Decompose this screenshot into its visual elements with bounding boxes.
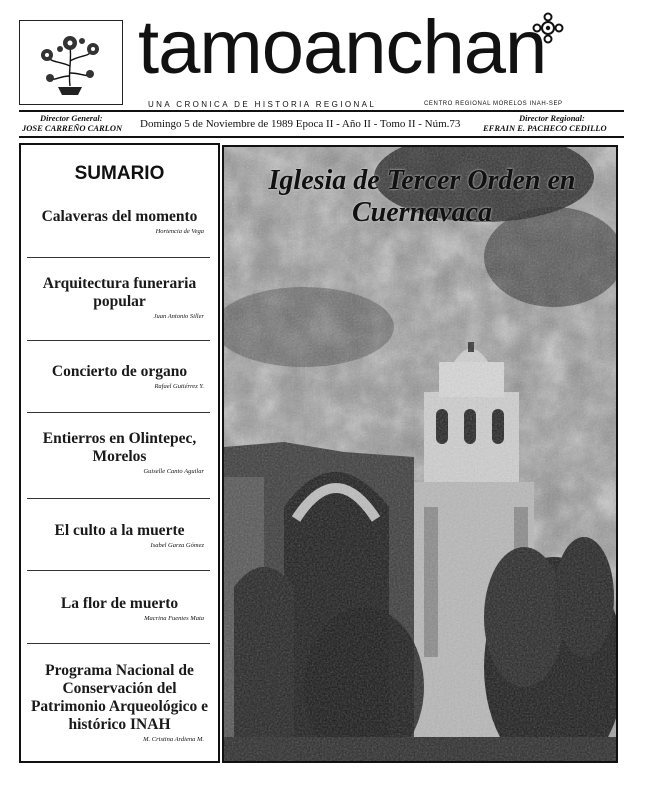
- masthead-title: tamoanchan: [138, 5, 547, 90]
- entry-title: Calaveras del momento: [41, 208, 198, 225]
- entry-author: Juan Antonio Siller: [153, 313, 204, 320]
- sumario-entry: [27, 595, 212, 622]
- entry-title: Entierros en Olintepec, Morelos: [42, 430, 197, 465]
- entry-author: Isabel Garza Gómez: [150, 542, 204, 549]
- logo-box: [19, 20, 123, 105]
- entry-title: Arquitectura funeraria popular: [42, 275, 197, 310]
- sumario-entry: [27, 662, 212, 743]
- director-general-name: JOSE CARREÑO CARLON: [22, 123, 123, 133]
- entry-author: M. Cristina Ardiena M.: [143, 736, 204, 743]
- flower-logo-icon: [20, 21, 121, 103]
- director-regional-name: EFRAIN E. PACHECO CEDILLO: [483, 123, 607, 133]
- cover-headline: Iglesia de Tercer Orden en Cuernavaca: [268, 165, 576, 228]
- centre-regional-label: CENTRO REGIONAL MORELOS INAH-SEP: [424, 101, 563, 107]
- sumario-entry: [27, 430, 212, 475]
- entry-divider: [27, 340, 210, 341]
- header-rule-bottom: [19, 136, 624, 138]
- sumario-title: SUMARIO: [74, 163, 165, 184]
- sumario-entry: [27, 275, 212, 320]
- sumario-entry: [27, 363, 212, 390]
- director-regional-label: Director Regional:: [519, 113, 585, 123]
- entry-author: Rafael Gutiérrez Y.: [154, 383, 204, 390]
- issue-date-line: Domingo 5 de Noviembre de 1989 Epoca II - Año II - Tomo II - Núm.73: [140, 118, 461, 130]
- glyph-emblem-icon: [532, 12, 564, 44]
- entry-title: El culto a la muerte: [54, 522, 185, 539]
- sumario-entry: [27, 208, 212, 235]
- entry-divider: [27, 498, 210, 499]
- header-rule-top: [19, 110, 624, 112]
- entry-author: Guiselle Canto Aguilar: [143, 468, 204, 475]
- sumario-entry: [27, 522, 212, 549]
- entry-title: Concierto de organo: [51, 363, 188, 380]
- church-photo-image: [224, 147, 616, 761]
- entry-author: Hortencia de Vega: [155, 228, 204, 235]
- masthead-tagline: UNA CRONICA DE HISTORIA REGIONAL: [148, 100, 377, 109]
- entry-divider: [27, 412, 210, 413]
- entry-divider: [27, 570, 210, 571]
- entry-author: Macrina Fuentes Mata: [144, 615, 204, 622]
- entry-divider: [27, 643, 210, 644]
- director-general-label: Director General:: [40, 113, 103, 123]
- entry-title: Programa Nacional de Conservación del Patrimonio Arqueológico e histórico INAH: [30, 662, 209, 733]
- entry-title: La flor de muerto: [60, 595, 179, 612]
- cover-photo: [222, 145, 618, 763]
- entry-divider: [27, 257, 210, 258]
